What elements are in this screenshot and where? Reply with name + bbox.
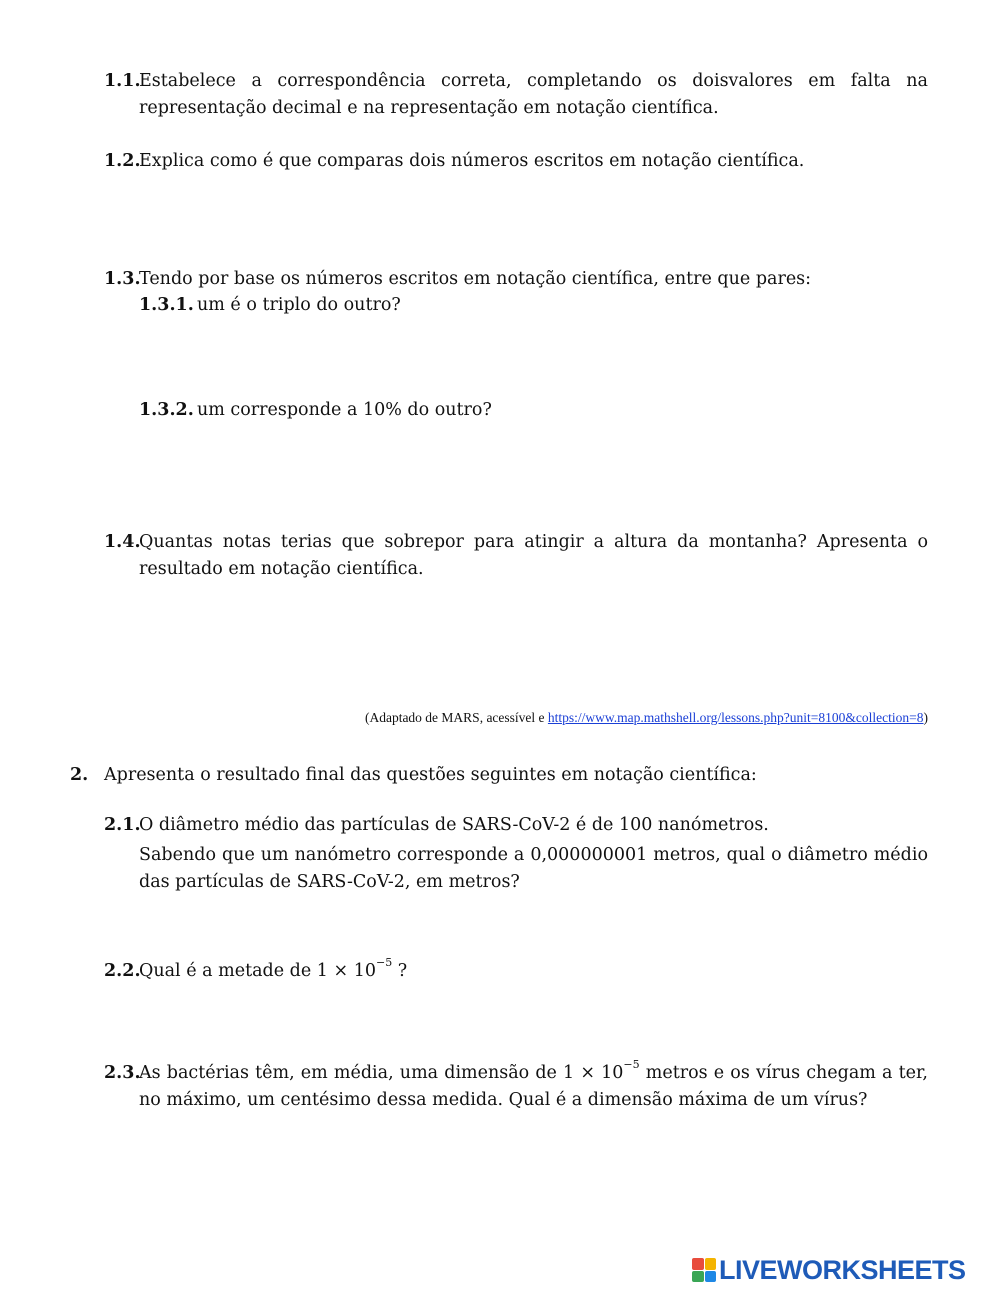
question-1-2 <box>104 148 928 175</box>
question-number: 1.2. <box>104 151 141 171</box>
question-1-3 <box>104 266 928 293</box>
question-1-4 <box>104 529 928 583</box>
question-text: Explica como é que comparas dois números escritos em notação científica. <box>139 151 805 171</box>
source-citation <box>365 710 928 726</box>
question-1-3-2 <box>139 397 928 424</box>
question-1-1 <box>104 68 928 122</box>
exponent: −5 <box>623 1058 640 1071</box>
question-text-pre: As bactérias têm, em média, uma dimensão de 1 × 10 <box>139 1063 624 1083</box>
question-text: Tendo por base os números escritos em notação científica, entre que pares: <box>139 269 812 289</box>
question-text <box>139 1060 928 1114</box>
question-text: Estabelece a correspondência correta, completando os doisvalores em falta na representação decimal e na representação em notação científica. <box>139 71 928 118</box>
question-number: 2. <box>70 765 89 785</box>
question-2-2 <box>104 958 928 985</box>
question-number: 1.3. <box>104 269 141 289</box>
exponent: −5 <box>375 956 393 969</box>
question-2-1 <box>104 812 928 896</box>
question-text-pre: Qual é a metade de 1 × 10 <box>139 961 376 981</box>
question-text-line-1: O diâmetro médio das partículas de SARS-CoV-2 é de 100 nanómetros. <box>139 815 769 835</box>
question-number: 1.3.2. <box>139 400 194 420</box>
liveworksheets-icon <box>692 1258 716 1282</box>
question-text-post: metros e os vírus chegam a ter, no máximo, um centésimo dessa medida. Qual é a dimensão máxima de um vírus? <box>139 1063 928 1110</box>
question-text: Apresenta o resultado final das questões seguintes em notação científica: <box>104 765 757 785</box>
question-text-post: ? <box>392 961 408 981</box>
question-text: um é o triplo do outro? <box>197 295 401 315</box>
question-1-3-1 <box>139 292 928 319</box>
source-suffix: ) <box>923 710 928 725</box>
question-2-3 <box>104 1060 928 1114</box>
question-number: 1.1. <box>104 71 141 91</box>
question-number: 1.4. <box>104 532 141 552</box>
question-text-line-2: Sabendo que um nanómetro corresponde a 0,000000001 metros, qual o diâmetro médio das partículas de SARS-CoV-2, em metros? <box>139 845 928 892</box>
question-text: Quantas notas terias que sobrepor para atingir a altura da montanha? Apresenta o resultado em notação científica. <box>139 532 928 579</box>
question-number: 2.1. <box>104 815 141 835</box>
source-prefix: (Adaptado de MARS, acessível e <box>364 710 548 725</box>
source-link[interactable]: https://www.map.mathshell.org/lessons.php?unit=8100&collection=8 <box>547 710 924 725</box>
question-text <box>139 958 928 985</box>
liveworksheets-logo <box>692 1255 966 1285</box>
question-number: 1.3.1. <box>139 295 194 315</box>
question-number: 2.3. <box>104 1063 141 1083</box>
question-2 <box>70 762 928 789</box>
question-text: um corresponde a 10% do outro? <box>197 400 492 420</box>
question-number: 2.2. <box>104 961 141 981</box>
logo-text: LIVEWORKSHEETS <box>719 1254 966 1285</box>
